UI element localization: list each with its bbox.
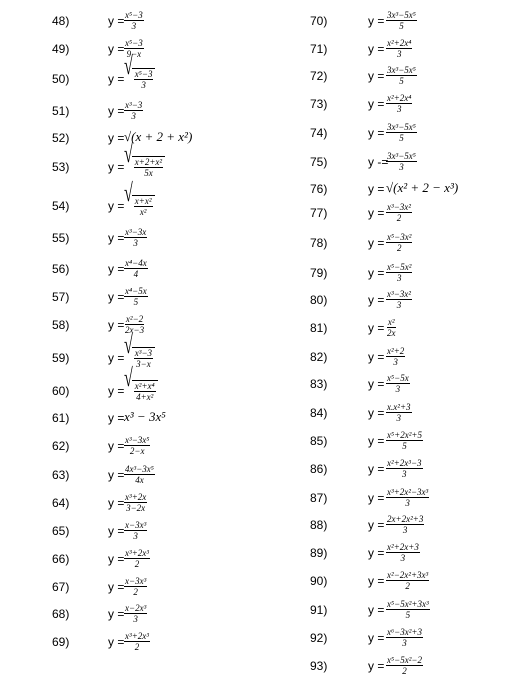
exercise-row — [0, 402, 518, 430]
y-equals: y = — [368, 182, 385, 196]
fraction — [386, 65, 417, 86]
math-expression — [386, 346, 405, 367]
exercise-number: 56) — [52, 262, 70, 276]
denominator: 2x — [387, 328, 396, 338]
y-equals: y = — [108, 580, 125, 594]
y-equals: y -= — [368, 155, 389, 169]
numerator: x³−3 — [125, 100, 143, 110]
exercise-row — [0, 430, 518, 458]
numerator: x−3x³ — [125, 576, 147, 586]
y-equals: y = — [368, 659, 385, 673]
y-equals: y = — [108, 160, 125, 174]
inline-expression: √(x + 2 + x²) — [124, 129, 193, 144]
exercise-number: 88) — [310, 518, 328, 532]
denominator: 5 — [402, 441, 407, 451]
numerator: x⁵−5x² — [387, 262, 412, 272]
denominator: 3 — [396, 104, 402, 114]
numerator: x.x²+3 — [387, 402, 411, 412]
y-equals: y = — [108, 411, 125, 425]
numerator: 3x³−5x⁵ — [387, 151, 416, 161]
exercise-row — [0, 38, 518, 66]
y-equals: y = — [108, 635, 125, 649]
radical-icon: √ — [124, 141, 133, 169]
fraction — [386, 627, 423, 648]
denominator: 3−2x — [126, 503, 146, 513]
numerator: x³+2x — [125, 492, 147, 502]
exercise-row — [0, 627, 518, 655]
exercise-row — [0, 182, 518, 206]
y-equals: y = — [108, 524, 125, 538]
y-equals: y = — [368, 631, 385, 645]
denominator: 5 — [405, 610, 411, 620]
math-expression — [386, 599, 430, 620]
radical-icon: √ — [124, 332, 133, 360]
numerator: x⁵−5x²+3x³ — [387, 599, 429, 609]
y-equals: y = — [108, 262, 125, 276]
exercise-row — [0, 373, 518, 401]
numerator: x⁵+2x²+5 — [387, 430, 422, 440]
exercise-row — [0, 317, 518, 345]
numerator: x⁴−5x — [125, 286, 147, 296]
numerator: x³−3x — [125, 227, 147, 237]
fraction — [386, 570, 429, 591]
numerator: x−3x³ — [125, 520, 147, 530]
exercise-number: 68) — [52, 607, 70, 621]
denominator: 3 — [131, 21, 137, 31]
denominator: 3 — [396, 300, 402, 310]
math-expression — [386, 93, 412, 114]
exercise-number: 54) — [52, 199, 70, 213]
numerator: x²+2x+3 — [387, 542, 419, 552]
numerator: x⁵−3 — [125, 38, 143, 48]
exercise-row — [0, 93, 518, 121]
math-expression — [386, 514, 424, 535]
fraction — [386, 262, 412, 283]
denominator: 2 — [402, 666, 407, 676]
fraction — [386, 151, 417, 172]
numerator: x³+2x²−3x³ — [387, 487, 429, 497]
exercise-row — [0, 514, 518, 542]
denominator: 2 — [396, 243, 402, 253]
numerator: x⁵−5x — [387, 373, 409, 383]
denominator: 3 — [131, 111, 136, 121]
y-equals: y = — [368, 126, 385, 140]
y-equals: y = — [108, 14, 125, 28]
denominator: 3 — [133, 614, 138, 624]
y-equals: y = — [368, 206, 385, 220]
exercise-number: 48) — [52, 14, 70, 28]
math-expression — [386, 655, 423, 676]
numerator: 4x³−3x⁵ — [125, 464, 154, 474]
fraction — [386, 402, 412, 423]
fraction — [386, 514, 424, 535]
exercise-row — [0, 10, 518, 38]
fraction — [386, 542, 420, 563]
exercise-number: 90) — [310, 574, 328, 588]
denominator: 3 — [141, 80, 146, 90]
exercise-number: 82) — [310, 350, 328, 364]
fraction — [386, 289, 412, 310]
inline-expression: √(x² + 2 − x³) — [386, 180, 459, 195]
y-equals: y = — [108, 496, 125, 510]
y-equals: y = — [368, 14, 385, 28]
exercise-row — [0, 202, 518, 230]
exercise-number: 92) — [310, 631, 328, 645]
y-equals: y = — [368, 462, 385, 476]
math-expression — [386, 373, 410, 394]
numerator: x³+2x³ — [125, 631, 149, 641]
numerator: x⁶−3x²+3 — [387, 627, 422, 637]
denominator: 3 — [393, 357, 398, 367]
y-equals: y = — [368, 97, 385, 111]
numerator: x³+2x³ — [125, 548, 149, 558]
y-equals: y = — [368, 406, 385, 420]
fraction — [386, 232, 412, 253]
exercise-number: 67) — [52, 580, 70, 594]
exercise-number: 91) — [310, 603, 328, 617]
math-expression — [386, 542, 420, 563]
math-expression — [386, 202, 412, 223]
fraction — [386, 10, 417, 31]
fraction — [386, 487, 429, 508]
math-expression — [386, 317, 397, 338]
numerator: x²−2x²+3x³ — [387, 570, 429, 580]
numerator: x⁵−5x²−2 — [387, 655, 422, 665]
denominator: 3 — [396, 49, 402, 59]
numerator: x−2x³ — [125, 603, 147, 613]
denominator: x² — [139, 207, 147, 217]
fraction — [386, 373, 410, 394]
fraction — [386, 599, 430, 620]
exercise-number: 53) — [52, 160, 70, 174]
exercise-number: 78) — [310, 236, 328, 250]
fraction — [386, 430, 423, 451]
radical-icon: √ — [124, 180, 133, 208]
math-expression — [386, 402, 412, 423]
denominator: 2 — [396, 213, 402, 223]
numerator: x³−3x² — [387, 289, 411, 299]
fraction — [386, 346, 405, 367]
denominator: 3 — [396, 413, 401, 423]
denominator: 2 — [134, 559, 140, 569]
denominator: 3 — [402, 638, 407, 648]
exercise-number: 59) — [52, 351, 70, 365]
exercise-row — [0, 151, 518, 179]
math-expression — [386, 289, 412, 310]
math-expression — [386, 262, 412, 283]
exercise-number: 69) — [52, 635, 70, 649]
y-equals: y = — [108, 104, 125, 118]
denominator: 5 — [399, 133, 404, 143]
numerator: x²+2 — [387, 346, 405, 356]
numerator: x² — [387, 317, 395, 327]
radical-icon: √ — [124, 53, 133, 81]
fraction — [386, 38, 412, 59]
exercise-number: 62) — [52, 439, 70, 453]
exercise-row — [0, 487, 518, 515]
exercise-number: 57) — [52, 290, 70, 304]
y-equals: y = — [108, 439, 125, 453]
y-equals: y = — [368, 574, 385, 588]
numerator: x+2+x² — [134, 157, 163, 167]
exercise-row — [0, 65, 518, 93]
exercise-number: 74) — [310, 126, 328, 140]
y-equals: y = — [108, 290, 125, 304]
exercise-number: 75) — [310, 155, 328, 169]
denominator: 3 — [133, 238, 138, 248]
y-equals: y = — [368, 603, 385, 617]
denominator: 3 — [400, 553, 406, 563]
exercise-row — [0, 346, 518, 374]
math-expression — [386, 38, 412, 59]
denominator: 4 — [133, 269, 139, 279]
denominator: 4x — [135, 475, 144, 485]
denominator: 3 — [402, 469, 407, 479]
radical-icon: √ — [124, 365, 133, 393]
y-equals: y = — [368, 546, 385, 560]
numerator: x⁵−3 — [125, 10, 143, 20]
exercise-number: 86) — [310, 462, 328, 476]
denominator: 2−x — [129, 446, 145, 456]
y-equals: y = — [108, 552, 125, 566]
exercise-number: 72) — [310, 69, 328, 83]
numerator: x²+x⁴ — [134, 381, 155, 391]
exercise-number: 65) — [52, 524, 70, 538]
y-equals: y = — [368, 377, 385, 391]
exercise-number: 87) — [310, 491, 328, 505]
exercise-number: 93) — [310, 659, 328, 673]
y-equals: y = — [368, 42, 385, 56]
denominator: 2 — [405, 581, 410, 591]
y-equals: y = — [108, 72, 125, 86]
y-equals: y = — [108, 199, 125, 213]
denominator: 2 — [133, 587, 138, 597]
fraction — [386, 655, 423, 676]
math-expression — [386, 181, 458, 195]
denominator: 5 — [133, 297, 139, 307]
math-expression — [386, 570, 429, 591]
numerator: x⁴−4x — [125, 258, 147, 268]
math-expression — [386, 151, 417, 172]
denominator: 3 — [395, 384, 401, 394]
numerator: x+x² — [134, 196, 152, 206]
exercise-row — [0, 122, 518, 150]
y-equals: y = — [368, 350, 385, 364]
exercise-number: 63) — [52, 468, 70, 482]
y-equals: y = — [108, 468, 125, 482]
exercise-number: 70) — [310, 14, 328, 28]
numerator: x³−3 — [134, 348, 153, 358]
exercise-row — [0, 570, 518, 598]
denominator: 3 — [133, 531, 138, 541]
numerator: 3x³−5x⁵ — [387, 65, 416, 75]
exercise-number: 51) — [52, 104, 70, 118]
numerator: x²+2x⁴ — [387, 93, 412, 103]
numerator: x²+2x⁴ — [387, 38, 412, 48]
y-equals: y = — [108, 384, 125, 398]
denominator: 5 — [399, 21, 404, 31]
math-expression — [386, 232, 412, 253]
denominator: 2 — [134, 642, 140, 652]
y-equals: y = — [368, 434, 385, 448]
numerator: x³−3x² — [387, 202, 411, 212]
inline-expression: x³ − 3x⁵ — [124, 409, 166, 424]
y-equals: y = — [368, 236, 385, 250]
y-equals: y = — [368, 266, 385, 280]
math-expression — [386, 430, 423, 451]
exercise-number: 79) — [310, 266, 328, 280]
exercise-number: 49) — [52, 42, 70, 56]
y-equals: y = — [108, 231, 125, 245]
exercise-number: 80) — [310, 293, 328, 307]
exercise-number: 76) — [310, 182, 328, 196]
y-equals: y = — [368, 69, 385, 83]
exercise-number: 84) — [310, 406, 328, 420]
fraction — [386, 317, 397, 338]
numerator: 3x³−5x⁵ — [387, 122, 416, 132]
denominator: 5 — [399, 76, 404, 86]
denominator: 9−x — [126, 49, 142, 59]
y-equals: y = — [108, 131, 125, 145]
y-equals: y = — [368, 491, 385, 505]
fraction — [386, 122, 417, 143]
exercise-row — [0, 458, 518, 486]
exercise-number: 52) — [52, 131, 70, 145]
fraction — [386, 202, 412, 223]
denominator: 3−x — [136, 359, 151, 369]
math-expression — [386, 487, 429, 508]
exercise-number: 50) — [52, 72, 70, 86]
exercise-number: 60) — [52, 384, 70, 398]
denominator: 3 — [396, 273, 402, 283]
exercise-number: 71) — [310, 42, 328, 56]
denominator: 3 — [405, 498, 410, 508]
exercise-number: 77) — [310, 206, 328, 220]
y-equals: y = — [368, 518, 385, 532]
exercise-row — [0, 655, 518, 683]
denominator: 4+x² — [136, 392, 154, 402]
exercise-number: 61) — [52, 411, 70, 425]
exercise-row — [0, 599, 518, 627]
denominator: 3 — [402, 525, 408, 535]
math-expression — [386, 65, 417, 86]
exercise-number: 89) — [310, 546, 328, 560]
denominator: 5x — [144, 168, 153, 178]
exercise-number: 73) — [310, 97, 328, 111]
exercise-number: 64) — [52, 496, 70, 510]
y-equals: y = — [108, 607, 125, 621]
denominator: 2x−3 — [125, 325, 145, 335]
numerator: 2x+2x²+3 — [387, 514, 424, 524]
numerator: 3x³−5x⁵ — [387, 10, 416, 20]
exercise-number: 81) — [310, 321, 328, 335]
y-equals: y = — [108, 318, 125, 332]
y-equals: y = — [108, 351, 125, 365]
exercise-number: 58) — [52, 318, 70, 332]
math-expression — [386, 458, 423, 479]
math-expression — [386, 627, 423, 648]
y-equals: y = — [368, 293, 385, 307]
exercise-number: 55) — [52, 231, 70, 245]
exercise-number: 85) — [310, 434, 328, 448]
numerator: x⁵−3 — [134, 69, 153, 79]
numerator: x²+2x³−3 — [387, 458, 422, 468]
denominator: 3 — [399, 162, 404, 172]
exercise-row — [0, 542, 518, 570]
fraction — [386, 458, 423, 479]
math-expression — [386, 10, 417, 31]
numerator: x²−2 — [125, 314, 144, 324]
y-equals: y = — [368, 321, 385, 335]
exercise-number: 83) — [310, 377, 328, 391]
y-equals: y = — [108, 42, 125, 56]
fraction — [386, 93, 412, 114]
exercise-number: 66) — [52, 552, 70, 566]
numerator: x⁵−3x² — [387, 232, 412, 242]
math-expression — [386, 122, 417, 143]
numerator: x³−3x⁵ — [125, 435, 150, 445]
